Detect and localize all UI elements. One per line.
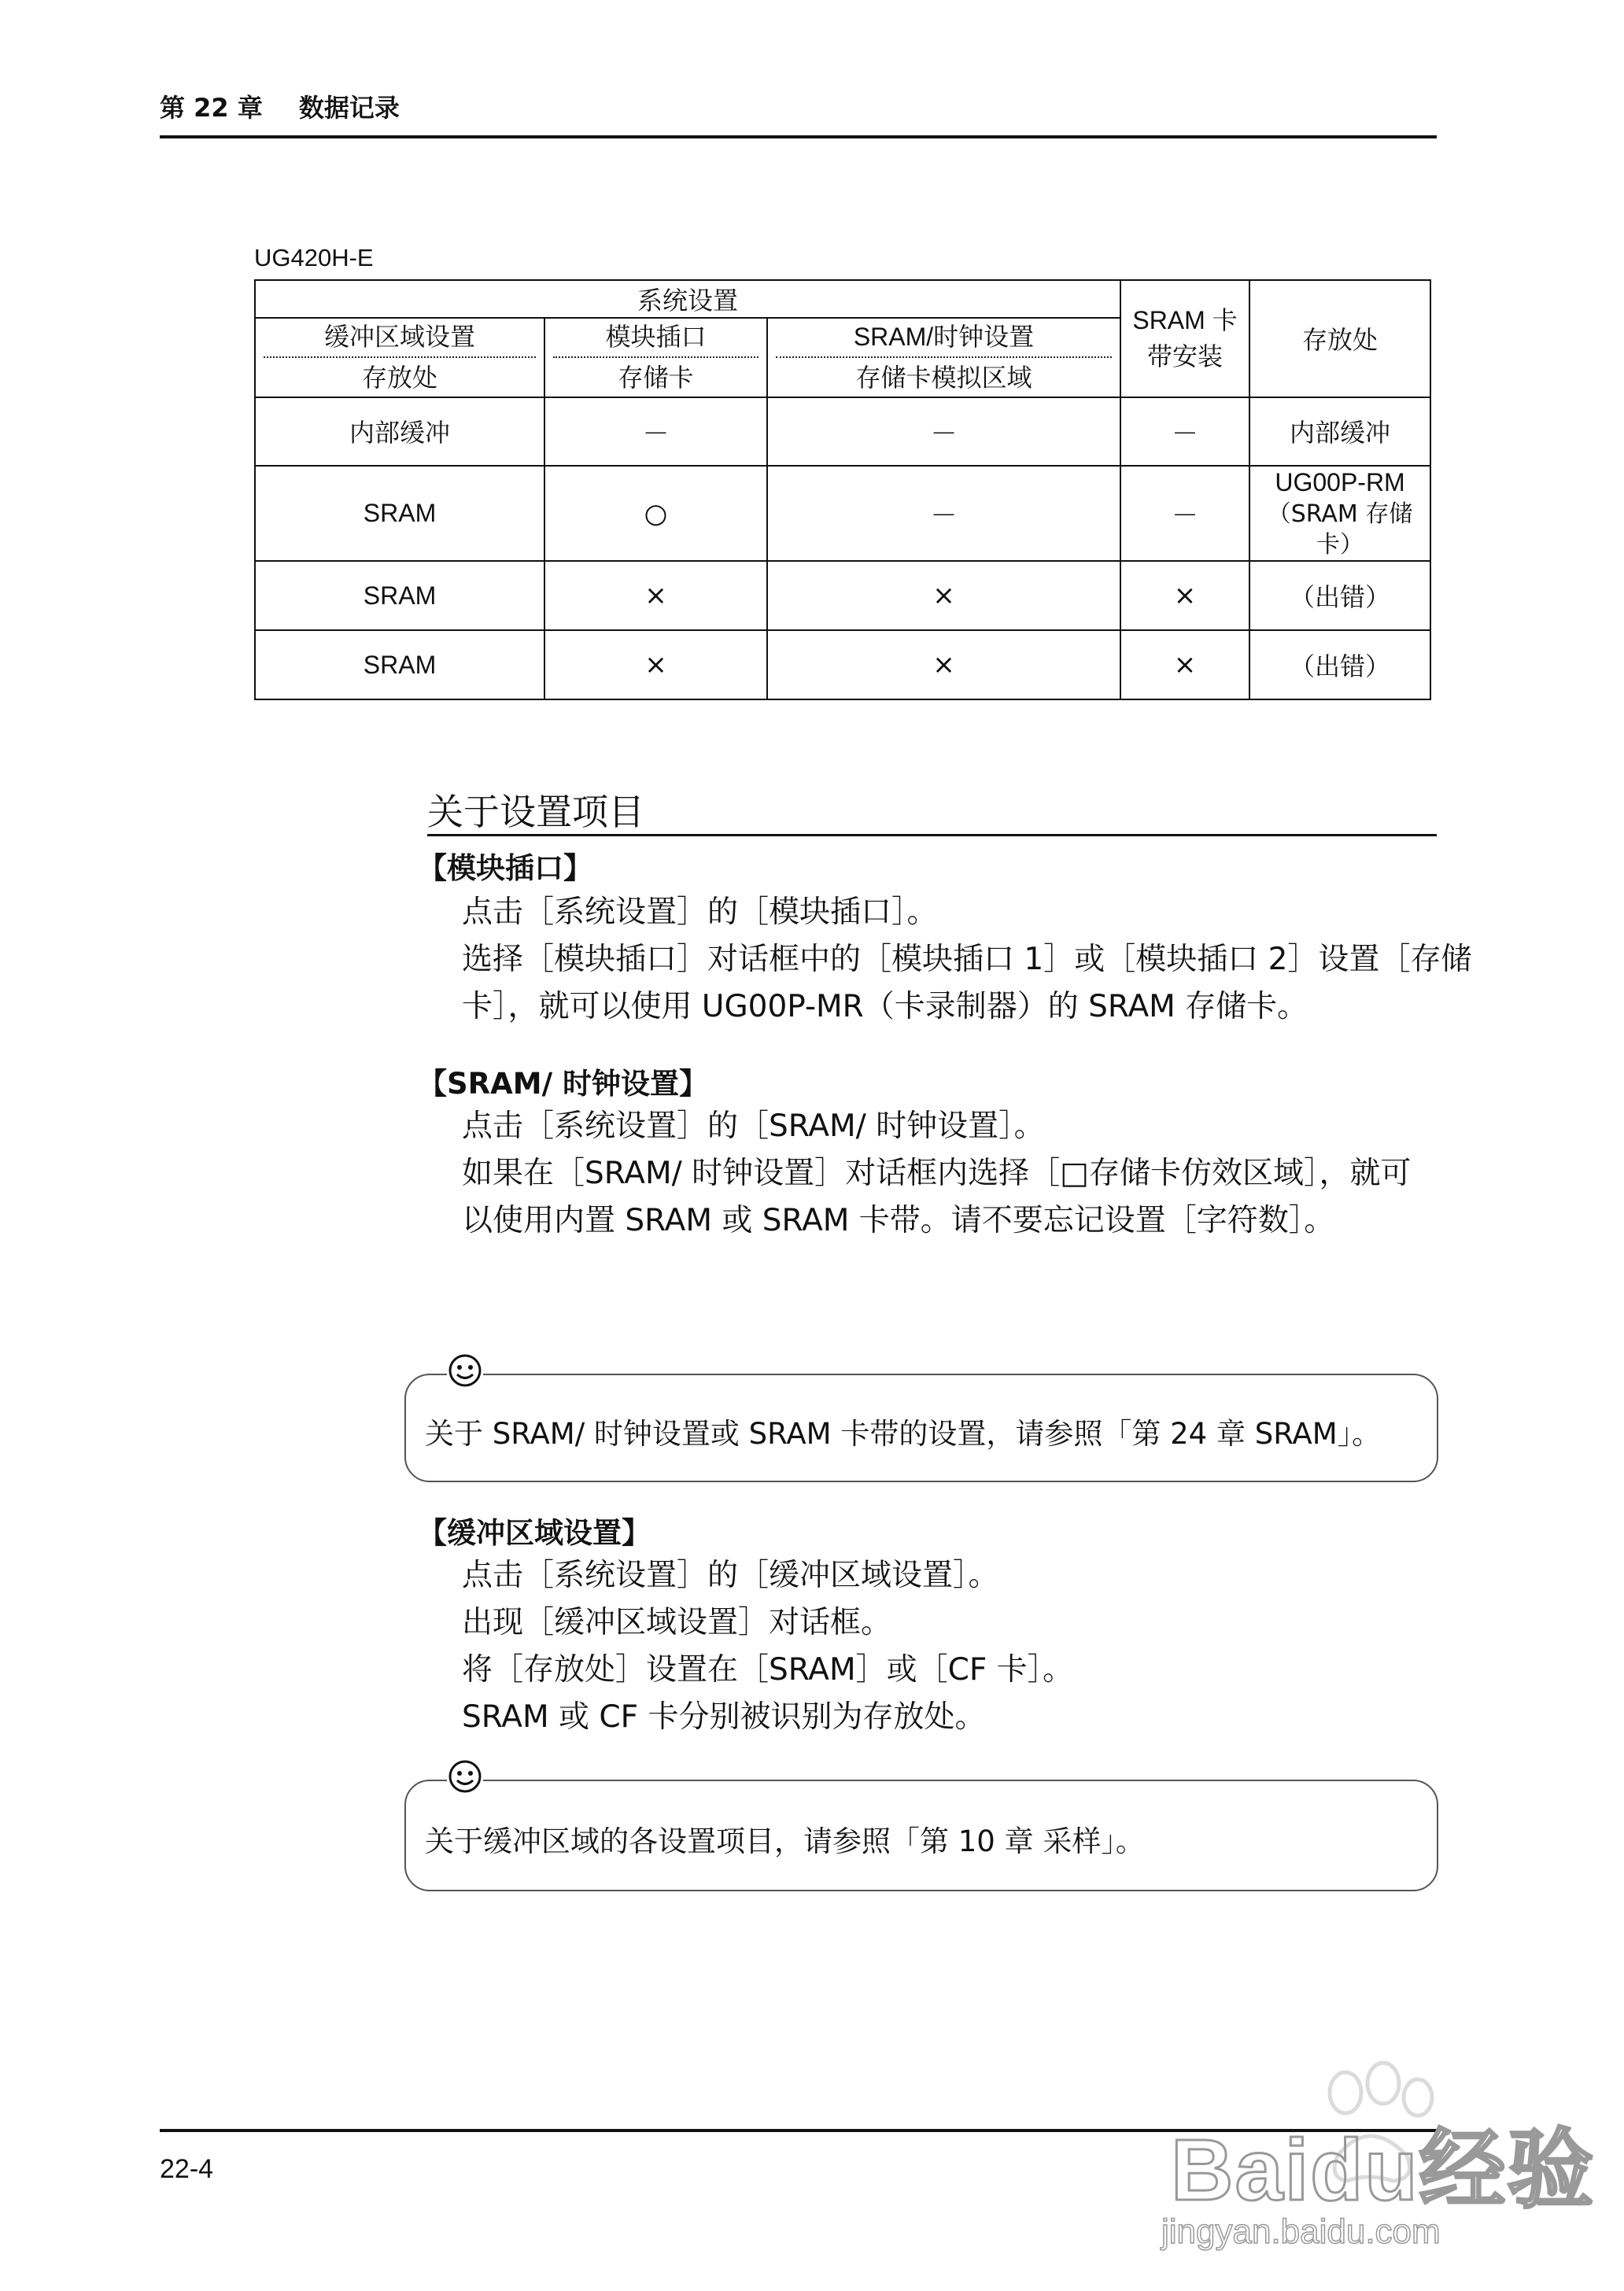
table-row: [255, 466, 1430, 562]
paragraph-line: 点击［系统设置］的［模块插口］。: [462, 895, 938, 930]
storage-table: [254, 279, 1431, 700]
table-cell: ×: [1120, 561, 1249, 630]
watermark-url: jingyan.baidu.com: [1161, 2212, 1441, 2251]
smiley-icon: [447, 1758, 483, 1795]
module-slot-paragraph: [462, 889, 1471, 1031]
table-row: [255, 561, 1430, 630]
paragraph-line: 将［存放处］设置在［SRAM］或［CF 卡］。: [462, 1652, 1074, 1688]
table-cell: －: [1120, 397, 1249, 466]
paragraph-line: 如果在［SRAM/ 时钟设置］对话框内选择［□存储卡仿效区域］，就可: [462, 1156, 1412, 1191]
chapter-number: 第 22 章: [160, 93, 263, 123]
table-cell: SRAM: [255, 630, 544, 699]
paragraph-line: 以使用内置 SRAM 或 SRAM 卡带。请不要忘记设置［字符数］。: [462, 1203, 1335, 1238]
table-cell: ×: [767, 630, 1120, 699]
buffer-storage-label: 存放处: [361, 363, 437, 393]
module-slot-label: 模块插口: [553, 319, 758, 358]
system-settings-header: 系统设置: [255, 280, 1120, 318]
table-cell: ×: [544, 630, 767, 699]
table-row: [255, 397, 1430, 466]
table-cell: [1249, 466, 1430, 562]
sram-clock-heading: 【SRAM/ 时钟设置】: [418, 1067, 708, 1101]
sram-clock-header: [767, 318, 1120, 397]
table-cell: SRAM: [255, 561, 544, 630]
paragraph-line: 点击［系统设置］的［SRAM/ 时钟设置］。: [462, 1109, 1045, 1144]
module-slot-heading: 【模块插口】: [418, 851, 592, 885]
header-divider: [160, 135, 1437, 138]
table-cell: ×: [1120, 630, 1249, 699]
table-cell: （出错）: [1249, 630, 1430, 699]
buffer-paragraph: [462, 1552, 1073, 1741]
section-title: 关于设置项目: [427, 791, 644, 833]
sram-card-line2: 带安装: [1147, 341, 1224, 372]
card-emulation-label: 存储卡模拟区域: [855, 363, 1032, 393]
paragraph-line: 出现［缓冲区域设置］对话框。: [462, 1605, 892, 1640]
table-cell: （出错）: [1249, 561, 1430, 630]
table-cell: －: [544, 397, 767, 466]
chapter-title: 数据记录: [298, 93, 400, 123]
table-cell: ○: [544, 466, 767, 562]
storage-location-header: 存放处: [1249, 280, 1430, 397]
paragraph-line: 卡］，就可以使用 UG00P-MR（卡录制器）的 SRAM 存储卡。: [462, 989, 1308, 1024]
table-cell: ×: [544, 561, 767, 630]
storage-model-note: （SRAM 存储卡）: [1267, 500, 1413, 559]
note-text: 关于缓冲区域的各设置项目，请参照「第 10 章 采样」。: [425, 1824, 1145, 1858]
table-cell: SRAM: [255, 466, 544, 562]
buffer-heading: 【缓冲区域设置】: [418, 1516, 651, 1550]
chapter-header: [160, 88, 400, 124]
memory-card-label: 存储卡: [618, 363, 694, 393]
paragraph-line: 选择［模块插口］对话框中的［模块插口 1］或［模块插口 2］设置［存储: [462, 942, 1472, 977]
note-text: 关于 SRAM/ 时钟设置或 SRAM 卡带的设置，请参照「第 24 章 SRAM」。: [425, 1417, 1382, 1451]
buffer-setting-header: [255, 318, 544, 397]
watermark-brand: Baidu经验: [1171, 2122, 1596, 2219]
module-slot-header: [544, 318, 767, 397]
section-divider: [427, 834, 1437, 836]
table-row: [255, 630, 1430, 699]
paragraph-line: SRAM 或 CF 卡分别被识别为存放处。: [462, 1699, 986, 1735]
model-label: UG420H-E: [254, 244, 374, 271]
storage-model: UG00P-RM: [1275, 467, 1405, 496]
paragraph-line: 点击［系统设置］的［缓冲区域设置］。: [462, 1558, 999, 1593]
sram-card-line1: SRAM 卡: [1132, 306, 1238, 334]
table-cell: －: [767, 466, 1120, 562]
buffer-setting-label: 缓冲区域设置: [264, 319, 536, 358]
sram-card-install-header: [1120, 280, 1249, 397]
sram-clock-label: SRAM/时钟设置: [776, 319, 1112, 358]
table-cell: －: [767, 397, 1120, 466]
sram-clock-paragraph: [462, 1103, 1412, 1245]
table-cell: 内部缓冲: [1249, 397, 1430, 466]
table-cell: －: [1120, 466, 1249, 562]
page-number: 22-4: [160, 2154, 214, 2184]
smiley-icon: [447, 1352, 483, 1389]
table-cell: 内部缓冲: [255, 397, 544, 466]
table-cell: ×: [767, 561, 1120, 630]
